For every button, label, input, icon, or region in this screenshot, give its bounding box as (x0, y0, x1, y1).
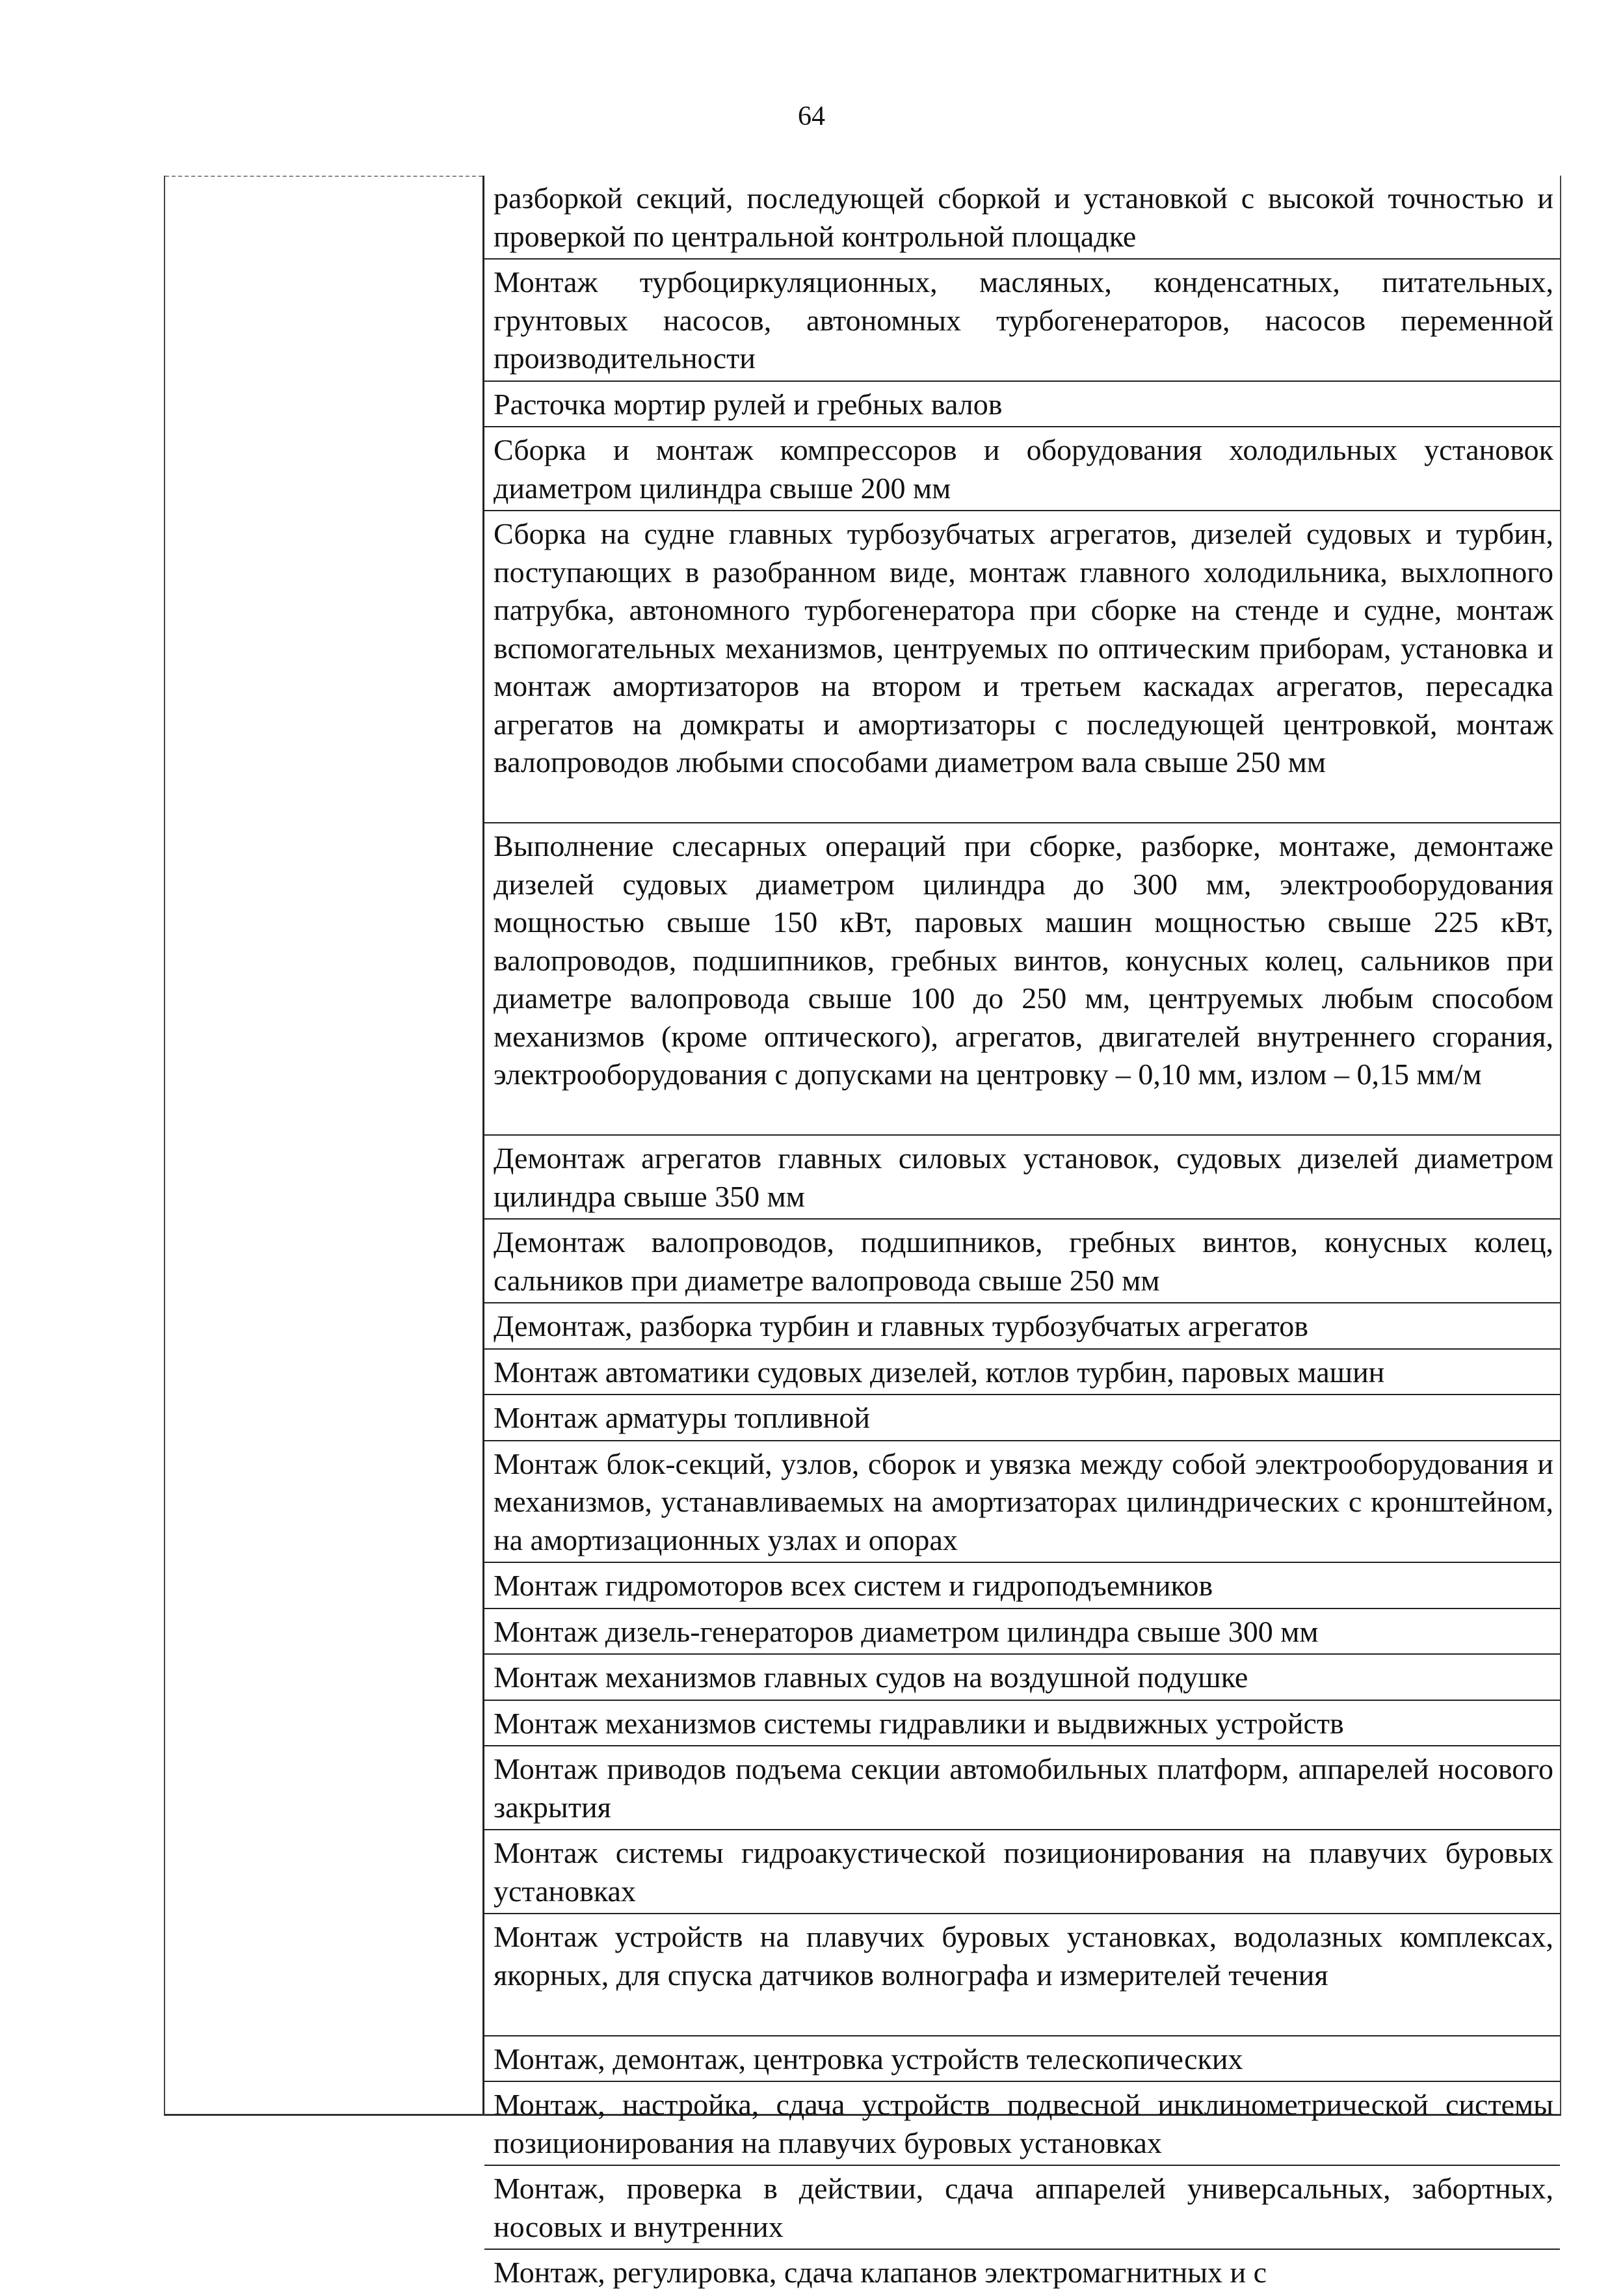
table (164, 176, 1561, 2289)
table-row: Монтаж арматуры топливной (484, 1395, 1560, 1441)
table-row: Расточка мортир рулей и гребных валов (484, 382, 1560, 428)
table-row: Монтаж гидромоторов всех систем и гидроподъемников (484, 1563, 1560, 1609)
table-row: Монтаж, настройка, сдача устройств подвесной инклинометрической системы позиционирования на плавучих буровых установках (484, 2082, 1560, 2166)
table-row: разборкой секций, последующей сборкой и установкой с высокой точностью и проверкой по центральной контрольной площадке (484, 176, 1560, 260)
table-row: Монтаж автоматики судовых дизелей, котлов турбин, паровых машин (484, 1350, 1560, 1396)
table-row: Монтаж блок-секций, узлов, сборок и увязка между собой электрооборудования и механизмов, устанавливаемых на амортизаторах цилиндрических с кронштейном, на амортизационных узлах и опорах (484, 1441, 1560, 1564)
table-row: Монтаж турбоциркуляционных, масляных, конденсатных, питательных, грунтовых насосов, автономных турбогенераторов, насосов переменной производительности (484, 260, 1560, 382)
page-number: 64 (798, 101, 825, 131)
table-row: Монтаж приводов подъема секции автомобильных платформ, аппарелей носового закрытия (484, 1746, 1560, 1830)
table-row: Сборка и монтаж компрессоров и оборудования холодильных установок диаметром цилиндра свыше 200 мм (484, 427, 1560, 511)
table-row: Демонтаж агрегатов главных силовых установок, судовых дизелей диаметром цилиндра свыше 350 мм (484, 1136, 1560, 1220)
table-rows (484, 176, 1560, 2296)
table-row: Монтаж, демонтаж, центровка устройств телескопических (484, 2036, 1560, 2083)
table-row: Монтаж механизмов системы гидравлики и выдвижных устройств (484, 1701, 1560, 1747)
table-row: Монтаж дизель-генераторов диаметром цилиндра свыше 300 мм (484, 1609, 1560, 1655)
table-row: Монтаж, регулировка, сдача клапанов электромагнитных и с (494, 2256, 1267, 2289)
table-row: Монтаж устройств на плавучих буровых установках, водолазных комплексах, якорных, для спуска датчиков волнографа и измерителей течения (484, 1914, 1560, 2036)
table-row: Монтаж, проверка в действии, сдача аппарелей универсальных, забортных, носовых и внутренних (484, 2166, 1560, 2250)
table-row: Сборка на судне главных турбозубчатых агрегатов, дизелей судовых и турбин, поступающих в разобранном виде, монтаж главного холодильника, выхлопного патрубка, автономного турбогенератора при сборке на стенде и судне, монтаж вспомогательных механизмов, центруемых по оптическим приборам, установка и монтаж амортизаторов на втором и третьем каскадах агрегатов, пересадка агрегатов на домкраты и амортизаторы с последующей центровкой, монтаж валопроводов любыми способами диаметром вала свыше 250 мм (484, 511, 1560, 823)
table-row: Демонтаж валопроводов, подшипников, гребных винтов, конусных колец, сальников при диаметре валопровода свыше 250 мм (484, 1220, 1560, 1303)
table-row: Монтаж системы гидроакустической позиционирования на плавучих буровых установках (484, 1830, 1560, 1914)
table-left-column (165, 176, 484, 2114)
table-row: Выполнение слесарных операций при сборке, разборке, монтаже, демонтаже дизелей судовых диаметром цилиндра до 300 мм, электрооборудования мощностью свыше 150 кВт, паровых машин мощностью свыше 225 кВт, валопроводов, подшипников, гребных винтов, конусных колец, сальников при диаметре валопровода свыше 100 до 250 мм, центруемых любым способом механизмов (кроме оптического), агрегатов, двигателей внутреннего сгорания, электрооборудования с допусками на центровку – 0,10 мм, излом – 0,15 мм/м (484, 823, 1560, 1136)
table-row: Монтаж механизмов главных судов на воздушной подушке (484, 1655, 1560, 1701)
table-row: Демонтаж, разборка турбин и главных турбозубчатых агрегатов (484, 1303, 1560, 1350)
